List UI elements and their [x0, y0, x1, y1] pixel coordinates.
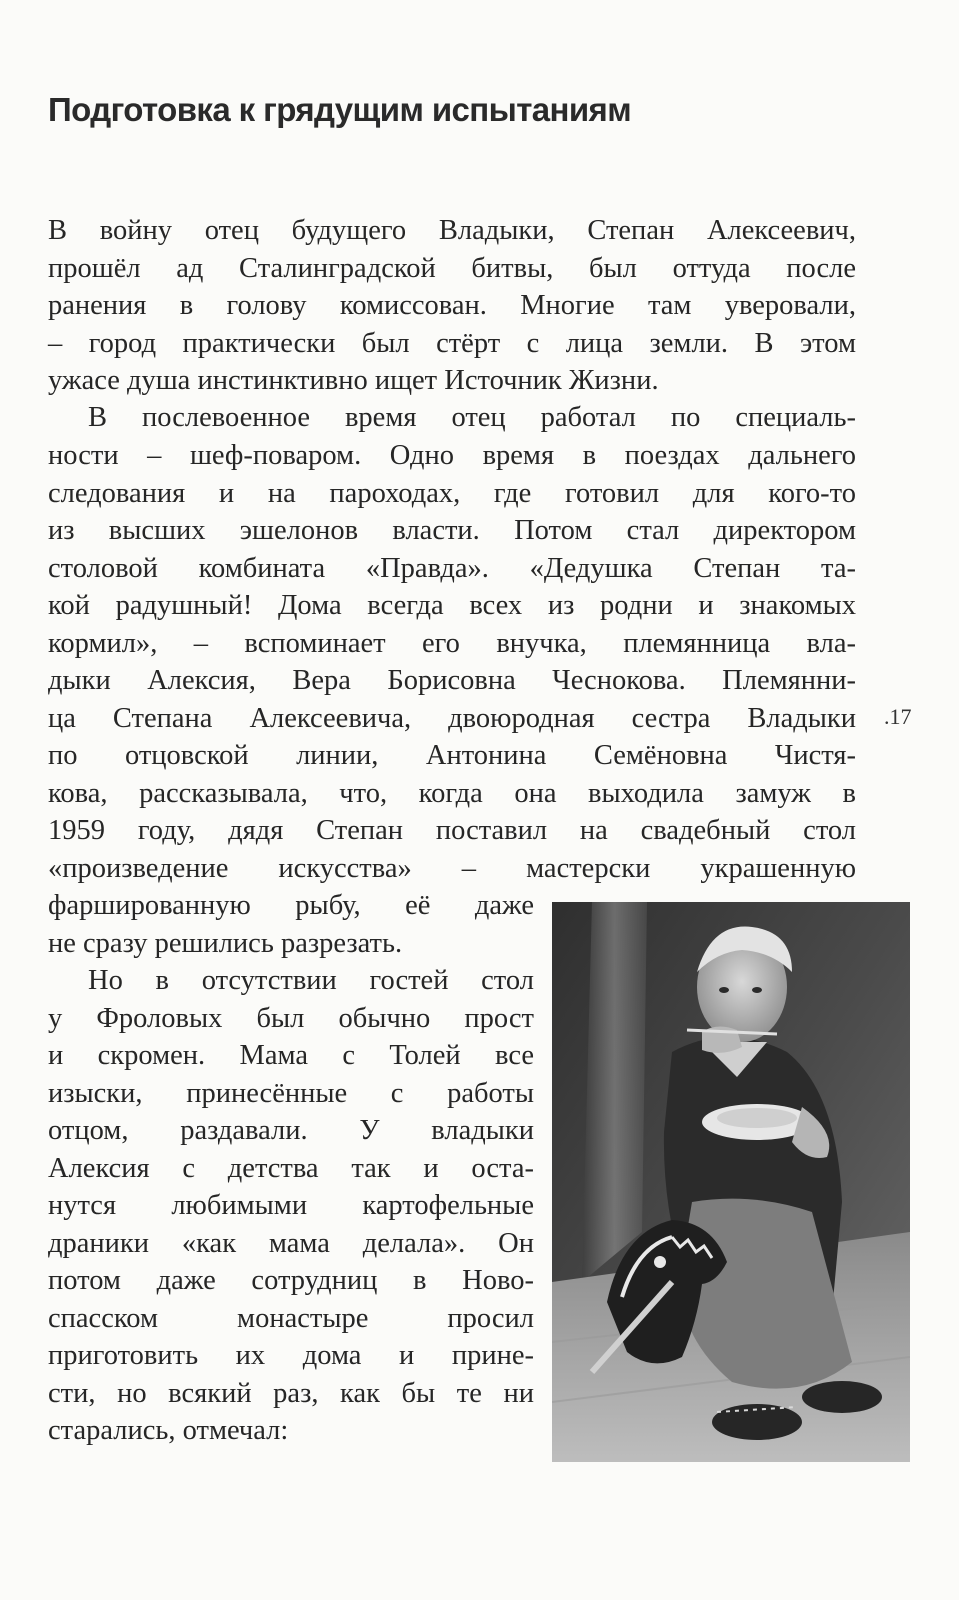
text-line: дыки Алексия, Вера Борисовна Чеснокова. Племянни- — [48, 665, 856, 696]
text-line: сти, но всякий раз, как бы те ни — [48, 1378, 534, 1409]
text-line: фаршированную рыбу, её даже — [48, 890, 534, 921]
text-line: не сразу решились разрезать. — [48, 928, 403, 959]
text-line: спасском монастыре просил — [48, 1303, 534, 1334]
page-title: Подготовка к грядущим испытаниям — [48, 91, 632, 128]
text-line: ца Степана Алексеевича, двоюродная сестра Владыки — [48, 703, 856, 734]
text-line: – город практически был стёрт с лица земли. В этом — [48, 328, 856, 359]
text-line: по отцовской линии, Антонина Семёновна Чистя- — [48, 740, 856, 771]
page-number: .17 — [884, 704, 912, 729]
text-line: приготовить их дома и прине- — [48, 1340, 534, 1371]
text-line: 1959 году, дядя Степан поставил на свадебный стол — [48, 815, 856, 846]
text-line: драники «как мама делала». Он — [48, 1228, 534, 1259]
text-line: «произведение искусства» – мастерски украшенную — [48, 853, 856, 884]
text-line: следования и на пароходах, где готовил для кого-то — [48, 478, 856, 509]
text-line: старались, отмечал: — [48, 1415, 289, 1446]
text-line: изыски, принесённые с работы — [48, 1078, 534, 1109]
text-line: отцом, раздавали. У владыки — [48, 1115, 534, 1146]
text-line: столовой комбината «Правда». «Дедушка Степан та- — [48, 553, 856, 584]
text-line: кормил», – вспоминает его внучка, племянница вла- — [48, 628, 856, 659]
text-line: потом даже сотрудниц в Ново- — [48, 1265, 534, 1296]
text-line: В войну отец будущего Владыки, Степан Алексеевич, — [48, 215, 856, 246]
text-line: прошёл ад Сталинградской битвы, был оттуда после — [48, 253, 856, 284]
text-line: у Фроловых был обычно прост — [48, 1003, 534, 1034]
text-line: ужасе душа инстинктивно ищет Источник Жизни. — [48, 365, 659, 396]
text-line: В послевоенное время отец работал по специаль- — [88, 402, 856, 433]
text-line: Но в отсутствии гостей стол — [88, 965, 534, 996]
text-line: и скромен. Мама с Толей все — [48, 1040, 534, 1071]
text-line: кова, рассказывала, что, когда она выходила замуж в — [48, 778, 856, 809]
text-line: ранения в голову комиссован. Многие там уверовали, — [48, 290, 856, 321]
text-line: кой радушный! Дома всегда всех из родни и знакомых — [48, 590, 856, 621]
text-line: нутся любимыми картофельные — [48, 1190, 534, 1221]
text-line: ности – шеф-поваром. Одно время в поездах дальнего — [48, 440, 856, 471]
boy-eating-photo — [552, 902, 910, 1462]
text-line: Алексия с детства так и оста- — [48, 1153, 534, 1184]
text-line: из высших эшелонов власти. Потом стал директором — [48, 515, 856, 546]
